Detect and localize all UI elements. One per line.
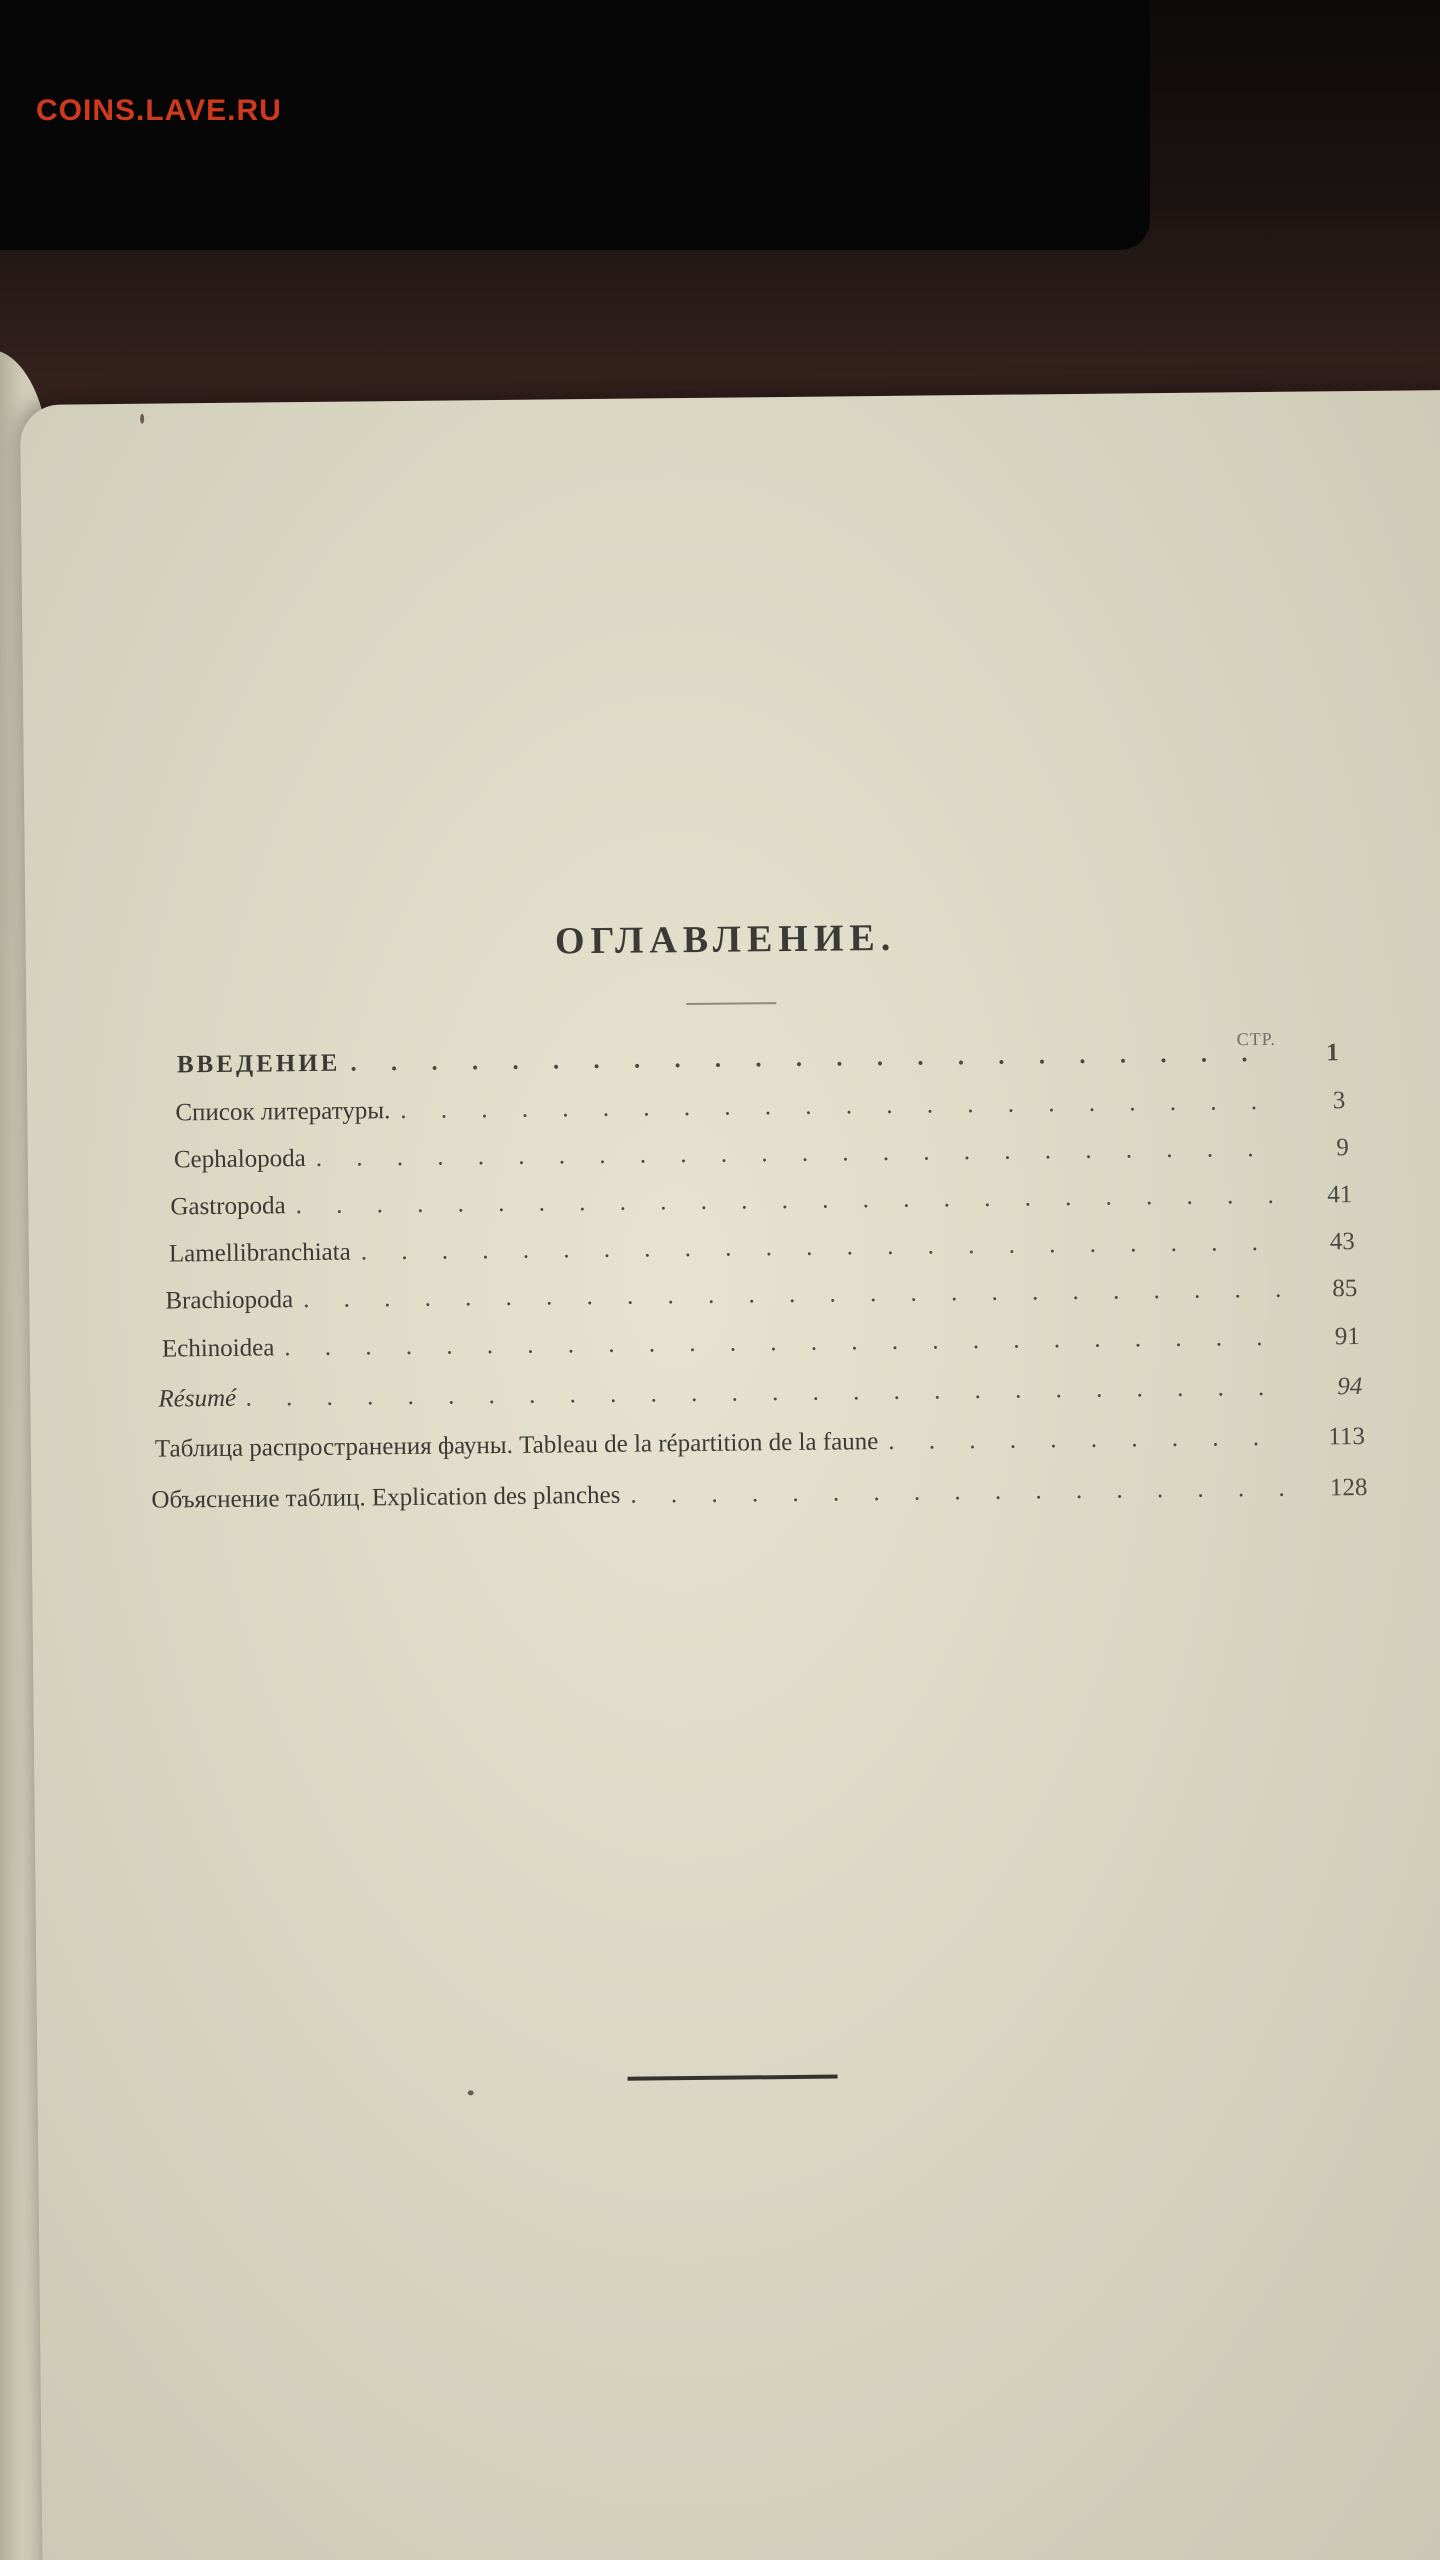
toc-entry [175, 1087, 1345, 1127]
toc-entry-label: Brachiopoda [165, 1286, 294, 1315]
toc-entry-label: Gastropoda [170, 1192, 286, 1221]
toc-entry-page: 1 [1326, 1039, 1342, 1067]
toc-entry [169, 1228, 1355, 1268]
leader-dots [888, 1424, 1295, 1456]
end-rule [628, 2075, 838, 2081]
leader-dots [316, 1135, 1279, 1173]
leader-dots [296, 1182, 1283, 1220]
toc-entry [158, 1373, 1362, 1414]
toc-entry-label: Echinoidea [161, 1334, 275, 1363]
page-column-header: СТР. [1236, 1028, 1277, 1050]
toc-entry-label: Résumé [158, 1384, 237, 1413]
leader-dots [350, 1040, 1272, 1078]
title-rule [686, 1002, 776, 1005]
toc-entry-label: ВВЕДЕНИЕ [176, 1049, 341, 1079]
toc-entry-page: 43 [1329, 1228, 1355, 1256]
toc-entry-label: Таблица распространения фауны. Tableau de la répartition de la faune [154, 1428, 879, 1463]
toc-entry-page: 94 [1337, 1372, 1363, 1401]
toc-entry [162, 1323, 1360, 1364]
leader-dots [361, 1229, 1285, 1267]
leader-dots [303, 1276, 1288, 1314]
book-page [20, 390, 1440, 2560]
toc-entry-page: 9 [1336, 1134, 1349, 1162]
watermark: COINS.LAVE.RU [36, 94, 282, 127]
leader-dots [630, 1475, 1297, 1510]
toc-entry [177, 1039, 1342, 1079]
toc-entry [174, 1134, 1349, 1174]
toc-entry-page: 91 [1334, 1323, 1360, 1351]
toc-entry [165, 1275, 1357, 1315]
paper-speck [140, 414, 144, 424]
toc-entry-page: 3 [1332, 1087, 1346, 1115]
toc-entry-page: 113 [1328, 1422, 1366, 1451]
dark-background [0, 0, 1440, 420]
toc-entry-label: Список литературы. [175, 1097, 391, 1127]
leader-dots [246, 1374, 1292, 1413]
toc-entry [170, 1181, 1352, 1221]
toc-entry-page: 128 [1329, 1473, 1368, 1502]
toc-entry-page: 85 [1332, 1275, 1358, 1303]
toc-title: ОГЛАВЛЕНИЕ. [554, 916, 897, 963]
leader-dots [284, 1324, 1290, 1363]
paper-speck [468, 2090, 474, 2095]
toc-entry-page: 41 [1327, 1181, 1353, 1209]
toc-entry [155, 1423, 1365, 1464]
toc-entry-label: Объяснение таблиц. Explication des planches [151, 1481, 621, 1514]
leader-dots [400, 1088, 1275, 1125]
toc-entry [151, 1474, 1367, 1515]
toc-entry-label: Cephalopoda [173, 1145, 306, 1174]
toc-entry-label: Lamellibranchiata [168, 1238, 351, 1268]
